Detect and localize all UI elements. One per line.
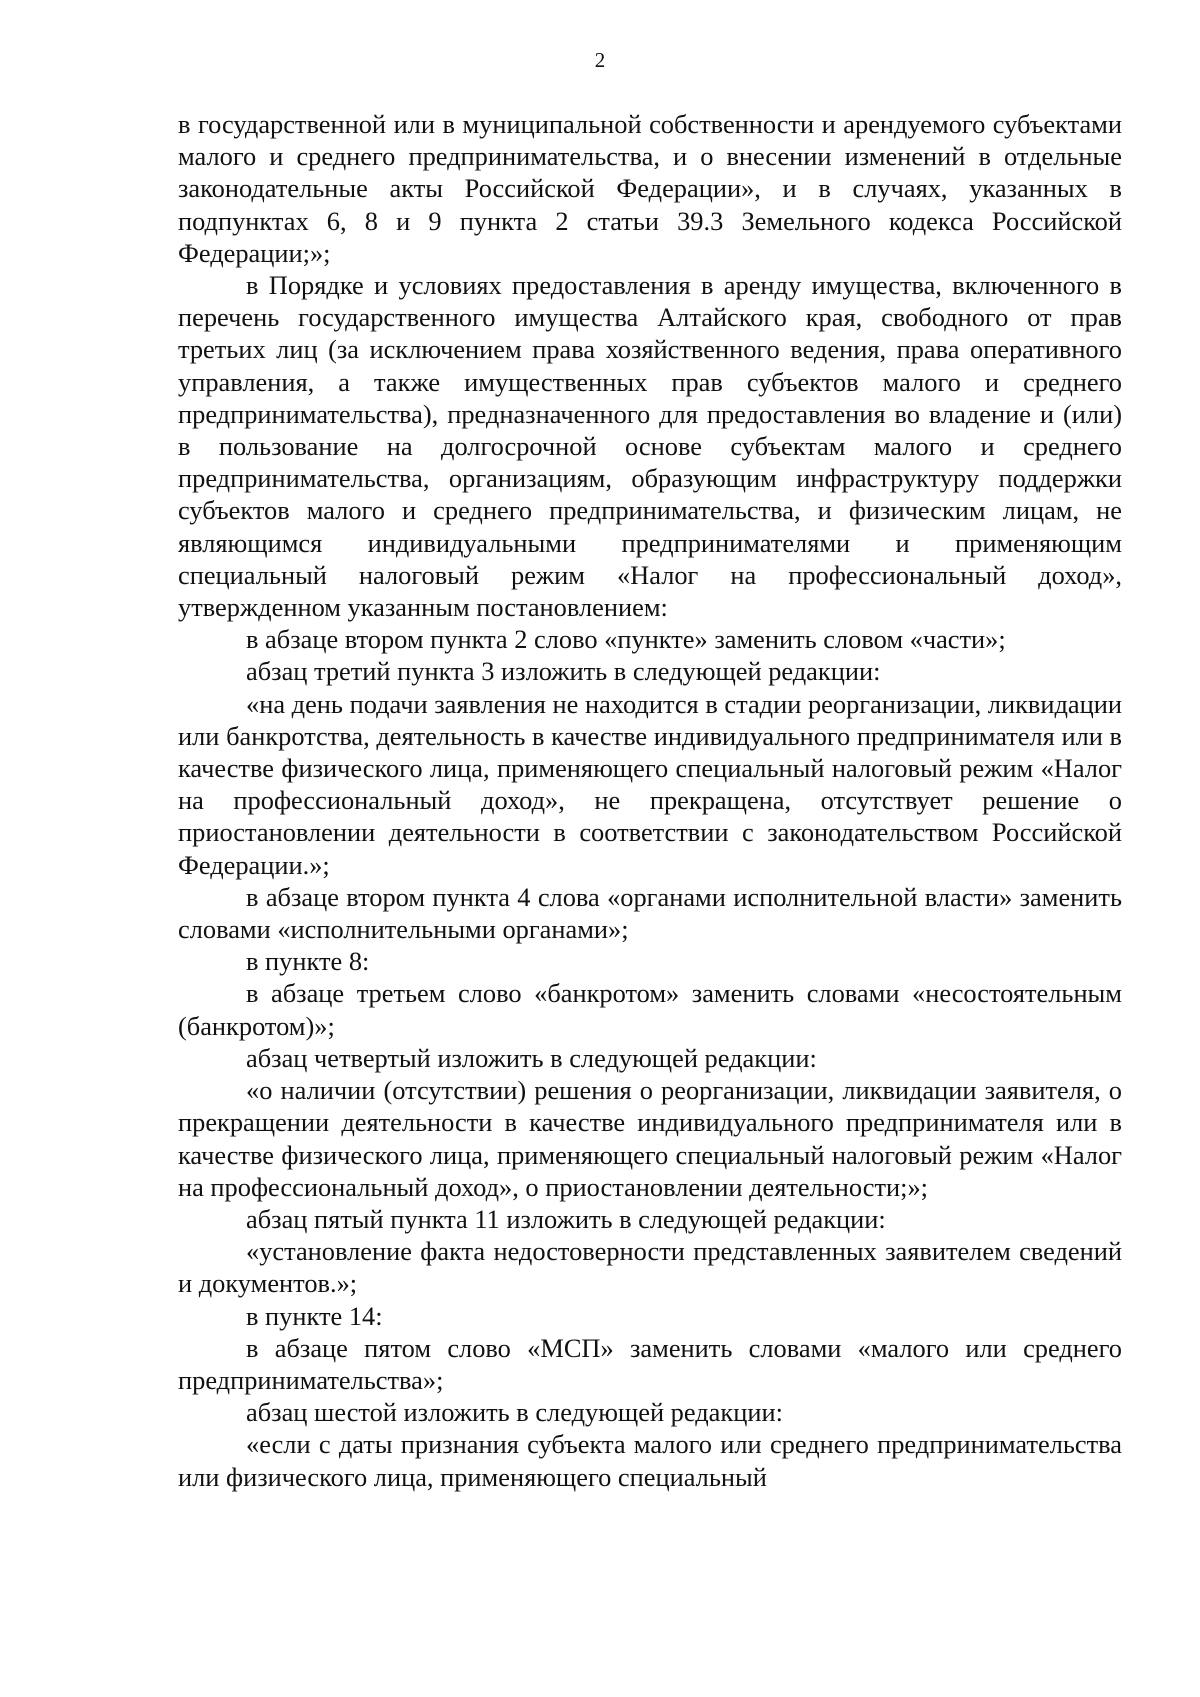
paragraph-continuation: в государственной или в муниципальной собственности и арендуемого субъектами малого и среднего предпринимательства, и о внесении изменений в отдельные законодательные акты Российской Федерации», и в случаях, указанных в подпунктах 6, 8 и 9 пункта 2 статьи 39.3 Земельного кодекса Российской Федерации;»; (178, 109, 1122, 268)
paragraph-amendment-item-3: абзац третий пункта 3 изложить в следующей редакции: (246, 656, 881, 687)
paragraph-item-14-sixth: абзац шестой изложить в следующей редакции: (246, 1397, 783, 1428)
paragraph-item-14-fifth: в абзаце пятом слово «МСП» заменить словами «малого или среднего предпринимательства»; (178, 1332, 1122, 1395)
paragraph-amendment-item-4: в абзаце втором пункта 4 слова «органами исполнительной власти» заменить словами «исполнительными органами»; (178, 881, 1122, 945)
paragraph-item-14-header: в пункте 14: (246, 1300, 383, 1331)
paragraph-item-8-third: в абзаце третьем слово «банкротом» заменить словами «несостоятельным (банкротом)»; (178, 978, 1122, 1041)
paragraph-amendment-item-2: в абзаце втором пункта 2 слово «пункте» заменить словом «части»; (246, 624, 1006, 655)
page-number: 2 (594, 48, 606, 72)
paragraph-item-8-header: в пункте 8: (246, 946, 370, 977)
paragraph-amendment-item-11: абзац пятый пункта 11 изложить в следующей редакции: (246, 1203, 886, 1234)
paragraph-quoted-text: «о наличии (отсутствии) решения о реорганизации, ликвидации заявителя, о прекращении деятельности в качестве индивидуального предпринимателя или в качестве физического лица, применяющего специальный налоговый режим «Налог на профессиональный доход», о приостановлении деятельности;»; (178, 1075, 1122, 1202)
paragraph-quoted-text: «если с даты признания субъекта малого или среднего предпринимательства или физического лица, применяющего специальный (178, 1429, 1122, 1492)
paragraph-quoted-text: «на день подачи заявления не находится в стадии реорганизации, ликвидации или банкротства, деятельность в качестве индивидуального предпринимателя или в качестве физического лица, применяющего специальный налоговый режим «Налог на профессиональный доход», не прекращена, отсутствует решение о приостановлении деятельности в соответствии с законодательством Российской Федерации.»; (178, 688, 1122, 880)
paragraph-quoted-text: «установление факта недостоверности представленных заявителем сведений и документов.»; (178, 1236, 1122, 1299)
document-body (178, 108, 1122, 1493)
paragraph-item-8-fourth: абзац четвертый изложить в следующей редакции: (246, 1042, 817, 1073)
paragraph-order-reference: в Порядке и условиях предоставления в аренду имущества, включенного в перечень государственного имущества Алтайского края, свободного от прав третьих лиц (за исключением права хозяйственного ведения, права оперативного управления, а также имущественных прав субъектов малого и среднего предпринимательства), предназначенного для предоставления во владение и (или) в пользование на долгосрочной основе субъектам малого и среднего предпринимательства, организациям, образующим инфраструктуру поддержки субъектов малого и среднего предпринимательства, и физическим лицам, не являющимся индивидуальными предпринимателями и применяющим специальный налоговый режим «Налог на профессиональный доход», утвержденном указанным постановлением: (178, 270, 1122, 623)
